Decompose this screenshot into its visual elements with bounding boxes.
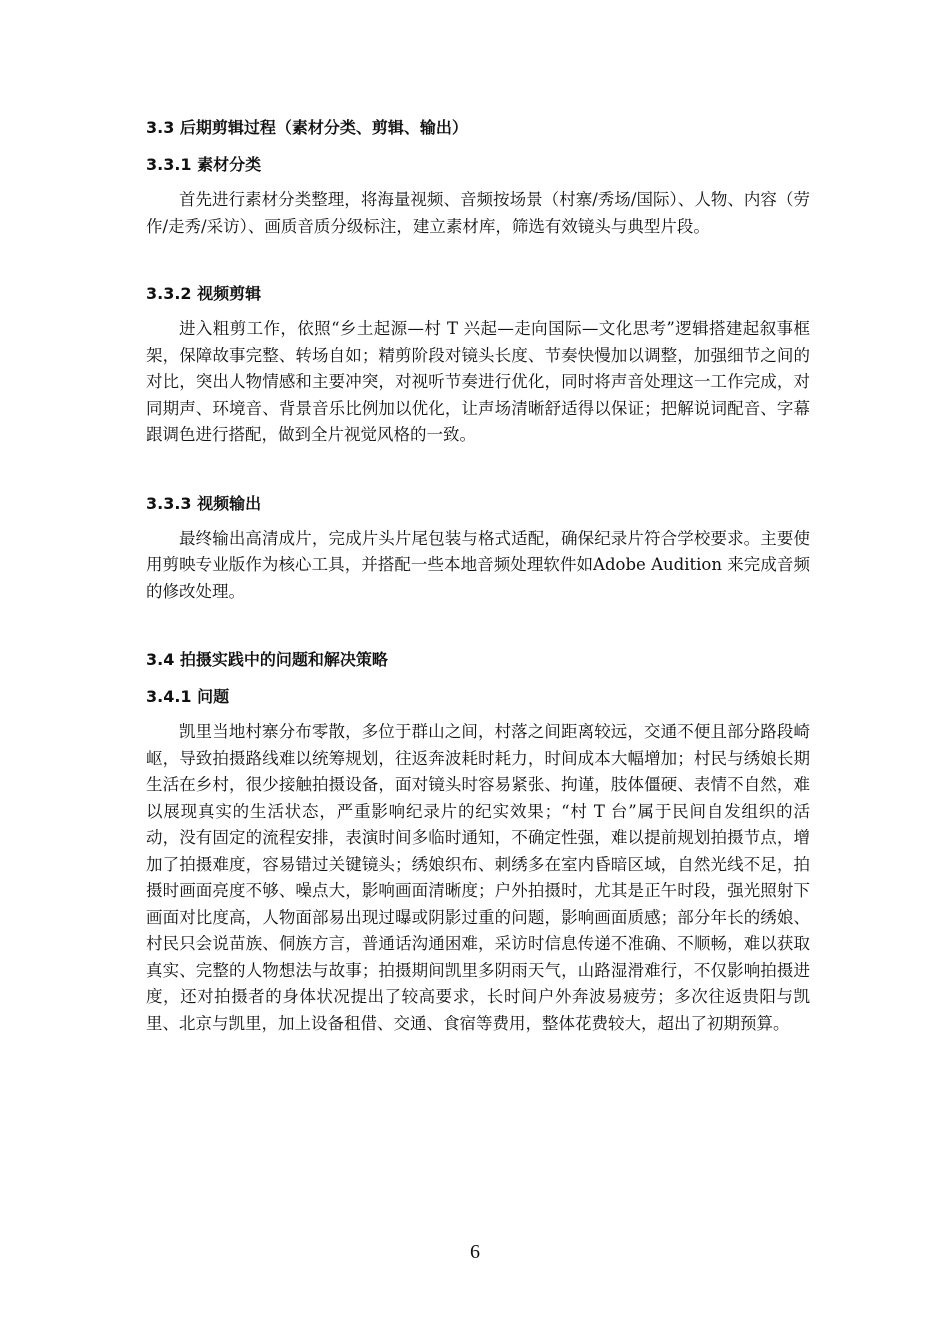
heading-3-3-1: 3.3.1 素材分类 <box>146 155 262 174</box>
paragraph-material-classification: 首先进行素材分类整理，将海量视频、音频按场景（村寨/秀场/国际）、人物、内容（劳作/走秀/采访）、画质音质分级标注，建立素材库，筛选有效镜头与典型片段。 <box>146 190 810 236</box>
page-content <box>146 116 810 1037</box>
heading-3-3-2: 3.3.2 视频剪辑 <box>146 284 262 303</box>
heading-3-4: 3.4 拍摄实践中的问题和解决策略 <box>146 650 388 669</box>
paragraph-problems: 凯里当地村寨分布零散，多位于群山之间，村落之间距离较远，交通不便且部分路段崎岖，导致拍摄路线难以统筹规划，往返奔波耗时耗力，时间成本大幅增加；村民与绣娘长期生活在乡村，很少接触拍摄设备，面对镜头时容易紧张、拘谨，肢体僵硬、表情不自然，难以展现真实的生活状态，严重影响纪录片的纪实效果；“村 T 台”属于民间自发组织的活动，没有固定的流程安排，表演时间多临时通知，不确定性强，难以提前规划拍摄节点，增加了拍摄难度，容易错过关键镜头；绣娘织布、刺绣多在室内昏暗区域，自然光线不足，拍摄时画面亮度不够、噪点大，影响画面清晰度；户外拍摄时，尤其是正午时段，强光照射下画面对比度高，人物面部易出现过曝或阴影过重的问题，影响画面质感；部分年长的绣娘、村民只会说苗族、侗族方言，普通话沟通困难，采访时信息传递不准确、不顺畅，难以获取真实、完整的人物想法与故事；拍摄期间凯里多阴雨天气，山路湿滑难行，不仅影响拍摄进度，还对拍摄者的身体状况提出了较高要求，长时间户外奔波易疲劳；多次往返贵阳与凯里、北京与凯里，加上设备租借、交通、食宿等费用，整体花费较大，超出了初期预算。 <box>146 722 810 1033</box>
heading-3-3: 3.3 后期剪辑过程（素材分类、剪辑、输出） <box>146 118 468 137</box>
heading-3-3-3: 3.3.3 视频输出 <box>146 493 262 513</box>
heading-3-4-1: 3.4.1 问题 <box>146 687 230 706</box>
paragraph-video-output: 最终输出高清成片，完成片头片尾包装与格式适配，确保纪录片符合学校要求。主要使用剪映专业版作为核心工具，并搭配一些本地音频处理软件如Adobe Audition 来完成音频的修改处理。 <box>146 528 810 601</box>
page-number: 6 <box>470 1241 480 1263</box>
paragraph-video-editing: 进入粗剪工作，依照“乡土起源—村 T 兴起—走向国际—文化思考”逻辑搭建起叙事框架，保障故事完整、转场自如；精剪阶段对镜头长度、节奏快慢加以调整，加强细节之间的对比，突出人物情感和主要冲突，对视听节奏进行优化，同时将声音处理这一工作完成，对同期声、环境音、背景音乐比例加以优化，让声场清晰舒适得以保证；把解说词配音、字幕跟调色进行搭配，做到全片视觉风格的一致。 <box>146 319 810 444</box>
